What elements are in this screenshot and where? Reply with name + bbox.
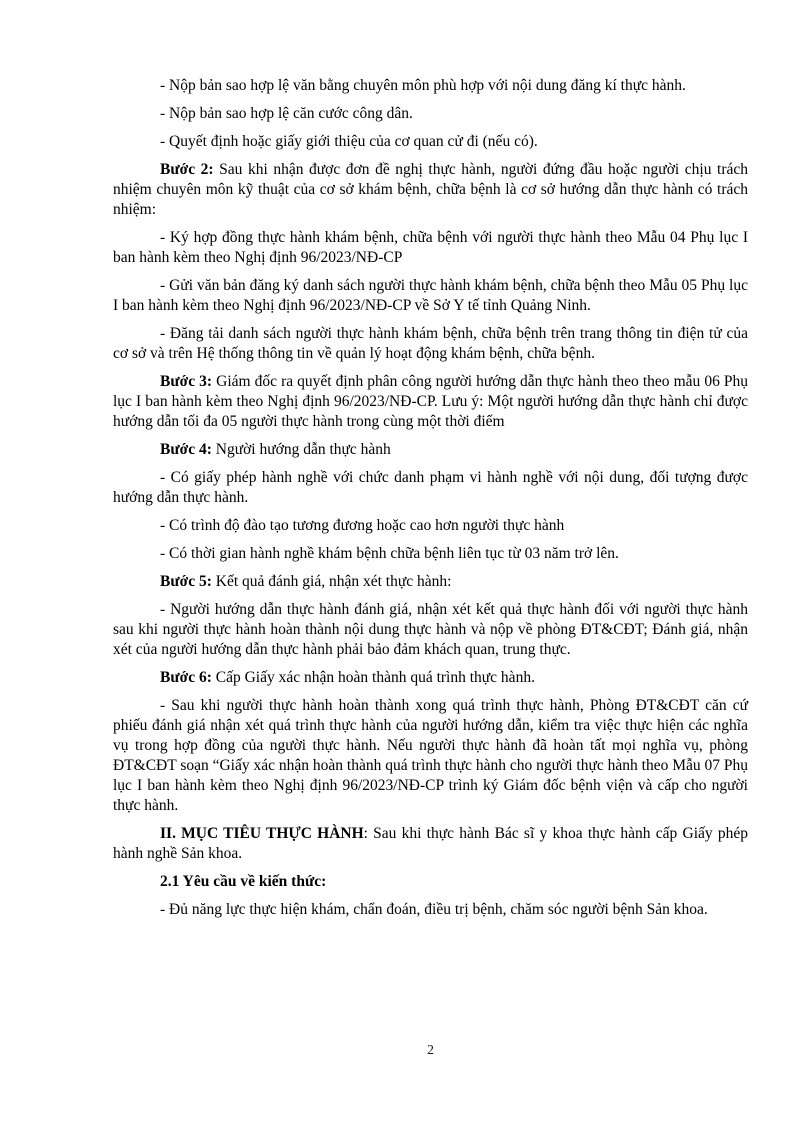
text-run-bold: 2.1 Yêu cầu về kiến thức: [160, 873, 327, 890]
page-footer [113, 1042, 748, 1060]
text-run: - Đủ năng lực thực hiện khám, chẩn đoán, điều trị bệnh, chăm sóc người bệnh Sản khoa. [160, 901, 708, 918]
document-body [113, 76, 748, 928]
text-run-bold: Bước 4: [160, 441, 212, 458]
text-run: - Đăng tải danh sách người thực hành khám bệnh, chữa bệnh trên trang thông tin điện tử của cơ sở và trên Hệ thống thông tin về quản lý hoạt động khám bệnh, chữa bệnh. [113, 325, 748, 362]
text-run: - Ký hợp đồng thực hành khám bệnh, chữa bệnh với người thực hành theo Mẫu 04 Phụ lục I ban hành kèm theo Nghị định 96/2023/NĐ-CP [113, 229, 748, 266]
paragraph [113, 600, 748, 660]
text-run-bold: Bước 6: [160, 669, 212, 686]
text-run: Kết quả đánh giá, nhận xét thực hành: [211, 573, 452, 590]
paragraph [113, 544, 748, 564]
text-run: Người hướng dẫn thực hành [211, 441, 391, 458]
text-run: - Nộp bản sao hợp lệ văn bằng chuyên môn phù hợp với nội dung đăng kí thực hành. [160, 77, 686, 94]
text-run: Giám đốc ra quyết định phân công người hướng dẫn thực hành theo theo mẫu 06 Phụ lục I ban hành kèm theo Nghị định 96/2023/NĐ-CP. Lưu ý: Một người hướng dẫn thực hành chỉ được hướng dẫn tối đa 05 người thực hành trong cùng một thời điểm [113, 373, 748, 430]
text-run: - Người hướng dẫn thực hành đánh giá, nhận xét kết quả thực hành đối với người thực hành sau khi người thực hành hoàn thành nội dung thực hành và nộp về phòng ĐT&CĐT; Đánh giá, nhận xét của người hướng dẫn thực hành phải bảo đảm khách quan, trung thực. [113, 601, 748, 658]
text-run: - Quyết định hoặc giấy giới thiệu của cơ quan cử đi (nếu có). [160, 133, 538, 150]
text-run: - Sau khi người thực hành hoàn thành xong quá trình thực hành, Phòng ĐT&CĐT căn cứ phiếu đánh giá nhận xét quá trình thực hành của người hướng dẫn, kiểm tra việc thực hiện các nghĩa vụ trong hợp đồng của người thực hành. Nếu người thực hành đã hoàn tất mọi nghĩa vụ, phòng ĐT&CĐT soạn “Giấy xác nhận hoàn thành quá trình thực hành cho người thực hành theo Mẫu 07 Phụ lục I ban hành kèm theo Nghị định 96/2023/NĐ-CP trình ký Giám đốc bệnh viện và cấp cho người thực hành. [113, 697, 748, 814]
paragraph [113, 104, 748, 124]
paragraph [113, 76, 748, 96]
paragraph [113, 668, 748, 688]
paragraph [113, 696, 748, 816]
paragraph [113, 572, 748, 592]
text-run: - Gửi văn bản đăng ký danh sách người thực hành khám bệnh, chữa bệnh theo Mẫu 05 Phụ lục I ban hành kèm theo Nghị định 96/2023/NĐ-CP về Sở Y tế tỉnh Quảng Ninh. [113, 277, 748, 314]
text-run-bold: Bước 2: [160, 161, 214, 178]
page-number: 2 [427, 1043, 434, 1058]
paragraph [113, 824, 748, 864]
paragraph [113, 372, 748, 432]
text-run: - Có giấy phép hành nghề với chức danh phạm vi hành nghề với nội dung, đối tượng được hướng dẫn thực hành. [113, 469, 748, 506]
paragraph [113, 900, 748, 920]
text-run: - Có thời gian hành nghề khám bệnh chữa bệnh liên tục từ 03 năm trở lên. [160, 545, 619, 562]
paragraph [113, 324, 748, 364]
text-run-bold: Bước 5: [160, 573, 212, 590]
paragraph [113, 516, 748, 536]
paragraph [113, 872, 748, 892]
text-run: Sau khi nhận được đơn đề nghị thực hành, người đứng đầu hoặc người chịu trách nhiệm chuyên môn kỹ thuật của cơ sở khám bệnh, chữa bệnh là cơ sở hướng dẫn thực hành có trách nhiệm: [113, 161, 748, 218]
paragraph [113, 228, 748, 268]
text-run: - Nộp bản sao hợp lệ căn cước công dân. [160, 105, 413, 122]
paragraph [113, 440, 748, 460]
text-run: - Có trình độ đào tạo tương đương hoặc cao hơn người thực hành [160, 517, 565, 534]
paragraph [113, 160, 748, 220]
text-run: Cấp Giấy xác nhận hoàn thành quá trình thực hành. [211, 669, 535, 686]
paragraph [113, 132, 748, 152]
paragraph [113, 276, 748, 316]
text-run: : Sau khi thực hành Bác sĩ y khoa thực hành cấp Giấy phép hành nghề Sản khoa. [113, 825, 748, 862]
paragraph [113, 468, 748, 508]
text-run-bold: II. MỤC TIÊU THỰC HÀNH [160, 825, 364, 842]
text-run-bold: Bước 3: [160, 373, 213, 390]
